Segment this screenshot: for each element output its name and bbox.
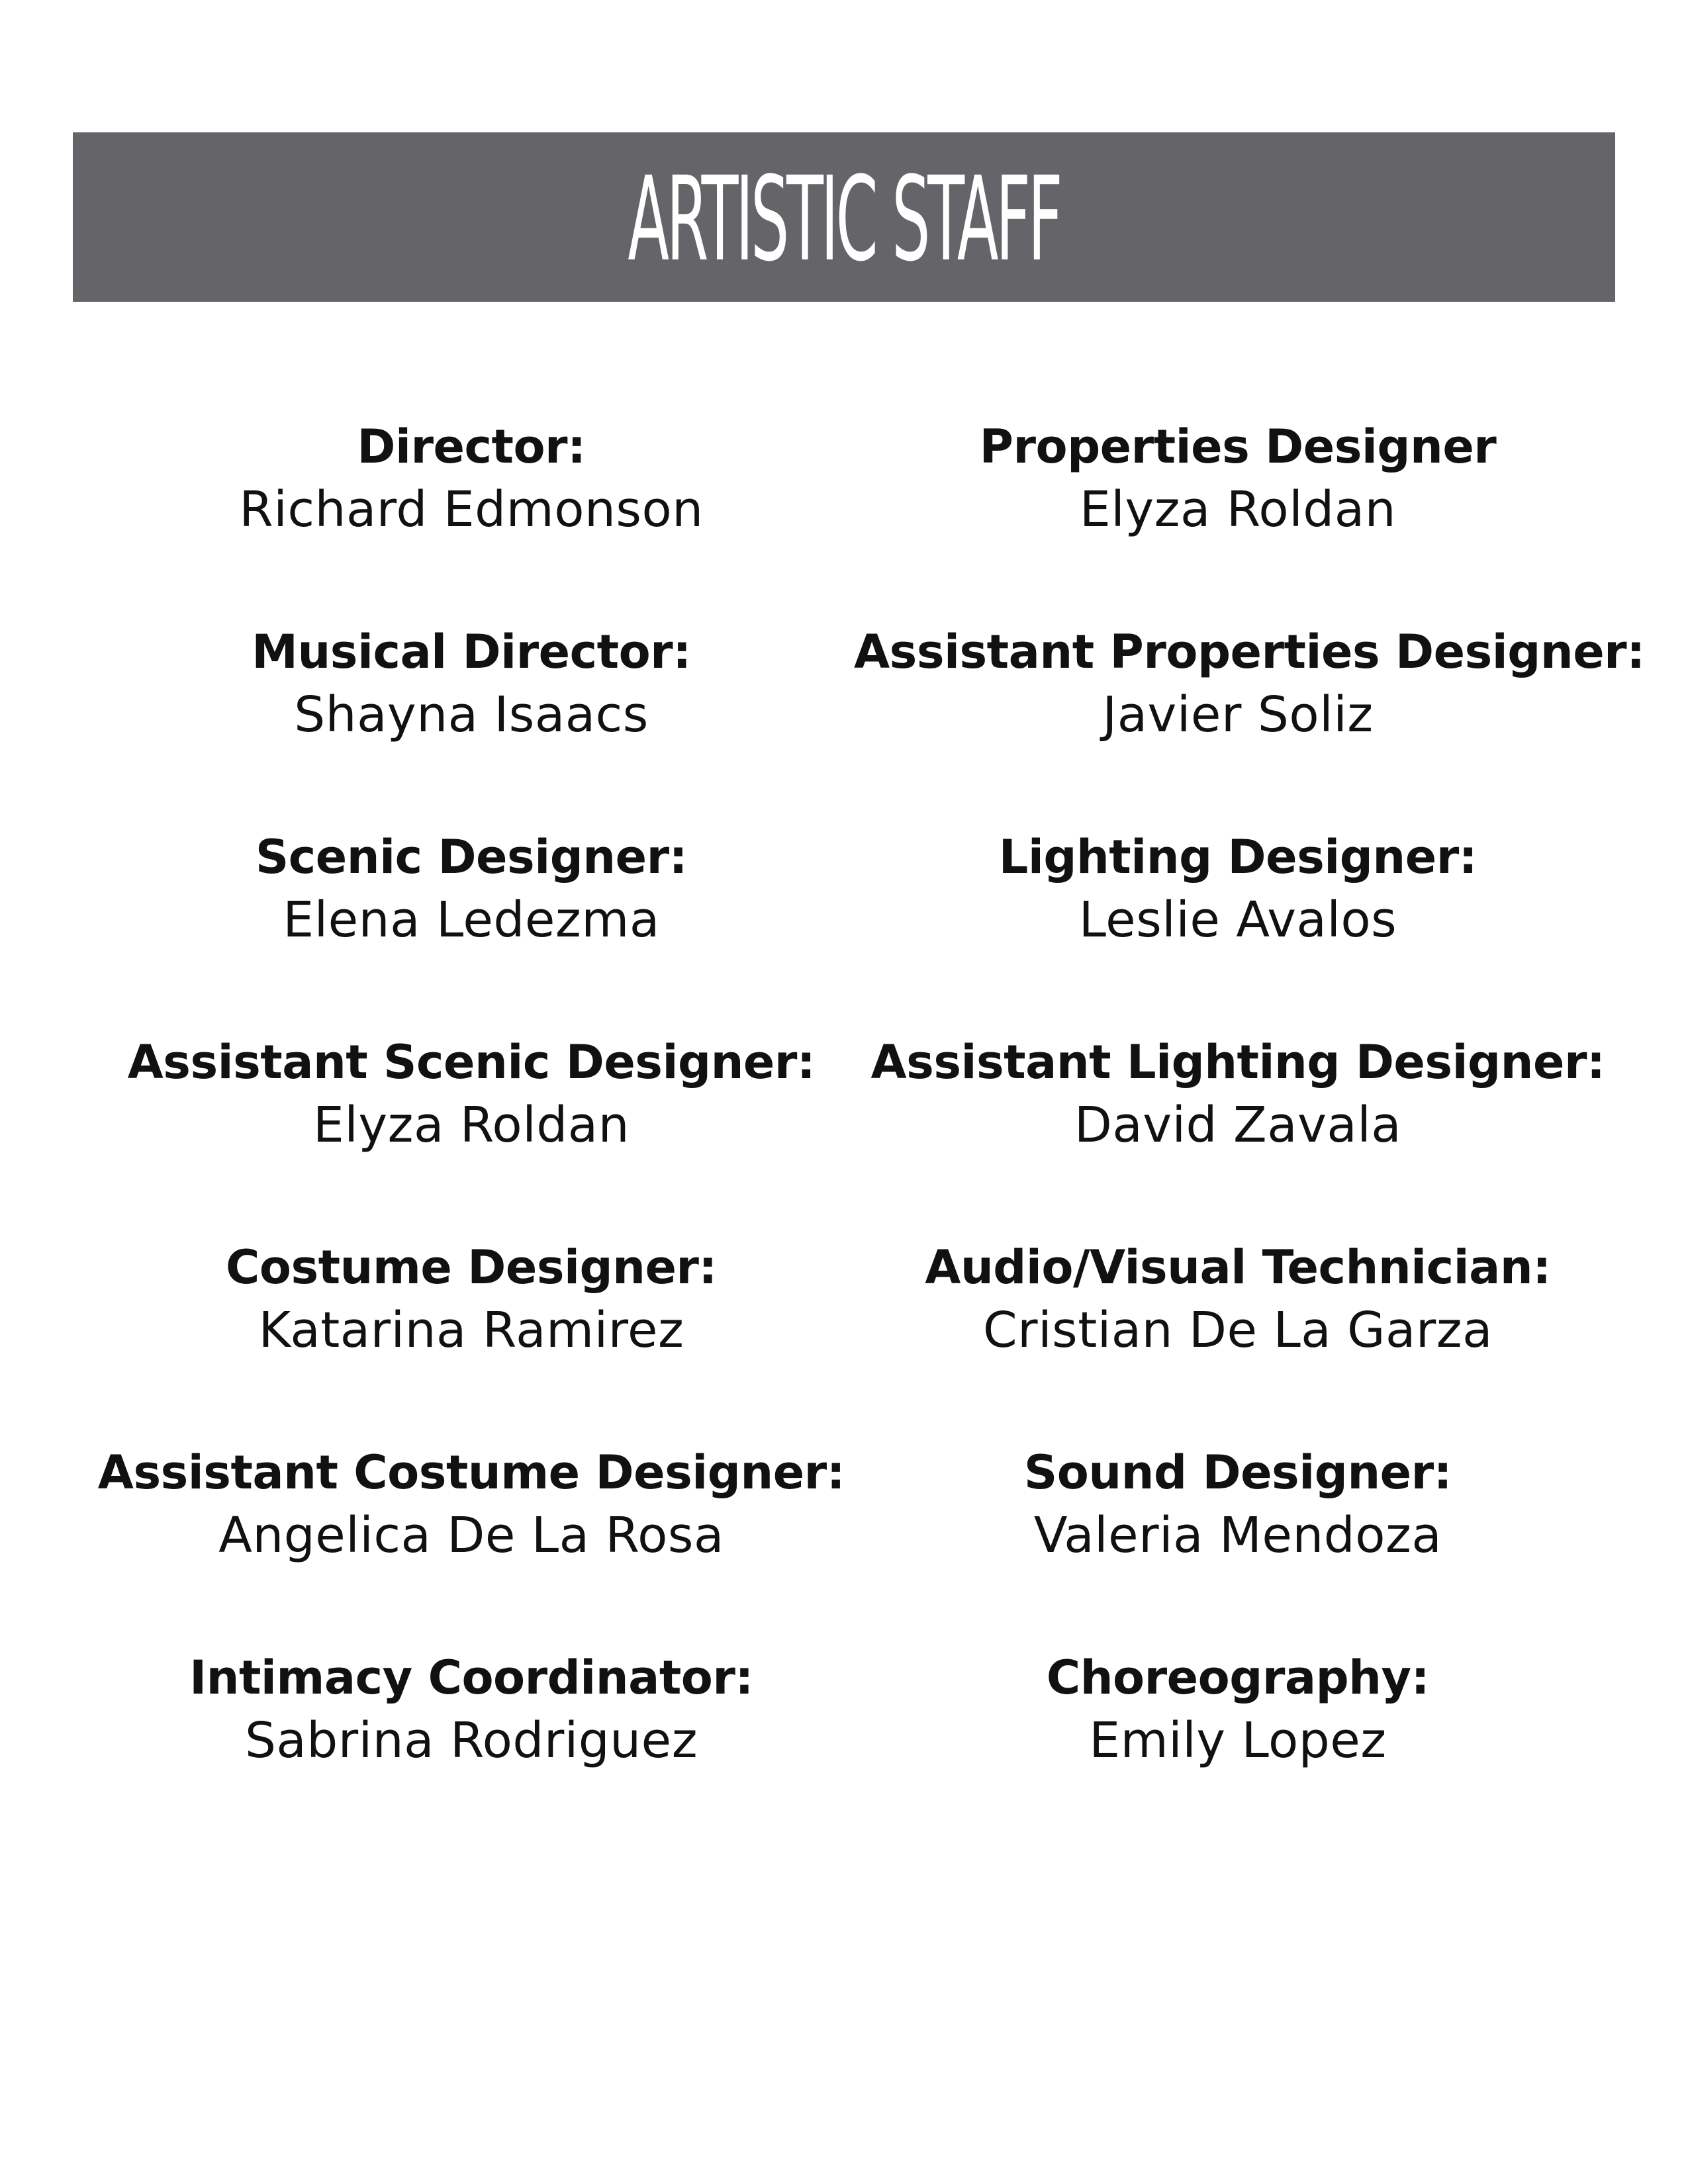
left-staff-column: [87, 417, 855, 1853]
role-label: Assistant Scenic Designer:: [127, 1035, 816, 1089]
page-title: ARTISTIC STAFF: [628, 152, 1060, 287]
role-label: Choreography:: [1046, 1651, 1430, 1705]
role-label: Director:: [357, 420, 586, 474]
staff-entry: [854, 417, 1622, 622]
staff-entry: [87, 1443, 855, 1648]
staff-name: Angelica De La Rosa: [218, 1507, 724, 1564]
staff-name: Shayna Isaacs: [294, 686, 649, 743]
staff-entry: [87, 1032, 855, 1238]
staff-name: Elyza Roldan: [1080, 481, 1396, 538]
role-label: Assistant Costume Designer:: [97, 1445, 845, 1500]
staff-entry: [87, 1648, 855, 1853]
staff-entry: [87, 827, 855, 1032]
role-label: Musical Director:: [252, 625, 691, 679]
staff-entry: [854, 827, 1622, 1032]
role-label: Lighting Designer:: [998, 830, 1477, 884]
staff-name: Valeria Mendoza: [1033, 1507, 1442, 1564]
staff-entry: [854, 1238, 1622, 1443]
staff-entry: [854, 1648, 1622, 1853]
staff-name: Sabrina Rodriguez: [244, 1712, 698, 1769]
staff-entry: [854, 622, 1645, 827]
staff-name: David Zavala: [1074, 1097, 1402, 1154]
role-label: Audio/Visual Technician:: [925, 1240, 1551, 1295]
staff-name: Katarina Ramirez: [258, 1302, 684, 1359]
staff-entry: [854, 1443, 1622, 1648]
staff-entry: [854, 1032, 1622, 1238]
role-label: Intimacy Coordinator:: [189, 1651, 753, 1705]
header-bar: [73, 132, 1615, 302]
staff-name: Richard Edmonson: [239, 481, 704, 538]
staff-name: Javier Soliz: [1102, 686, 1374, 743]
staff-entry: [87, 1238, 855, 1443]
staff-name: Elyza Roldan: [313, 1097, 630, 1154]
staff-name: Leslie Avalos: [1078, 891, 1397, 948]
staff-name: Elena Ledezma: [283, 891, 660, 948]
role-label: Properties Designer: [979, 420, 1497, 474]
right-staff-column: [854, 417, 1645, 1853]
role-label: Sound Designer:: [1023, 1445, 1452, 1500]
role-label: Assistant Properties Designer:: [854, 625, 1645, 679]
staff-name: Emily Lopez: [1089, 1712, 1387, 1769]
staff-entry: [87, 622, 855, 827]
staff-entry: [87, 417, 855, 622]
role-label: Costume Designer:: [226, 1240, 717, 1295]
staff-name: Cristian De La Garza: [983, 1302, 1493, 1359]
role-label: Assistant Lighting Designer:: [870, 1035, 1605, 1089]
role-label: Scenic Designer:: [255, 830, 688, 884]
